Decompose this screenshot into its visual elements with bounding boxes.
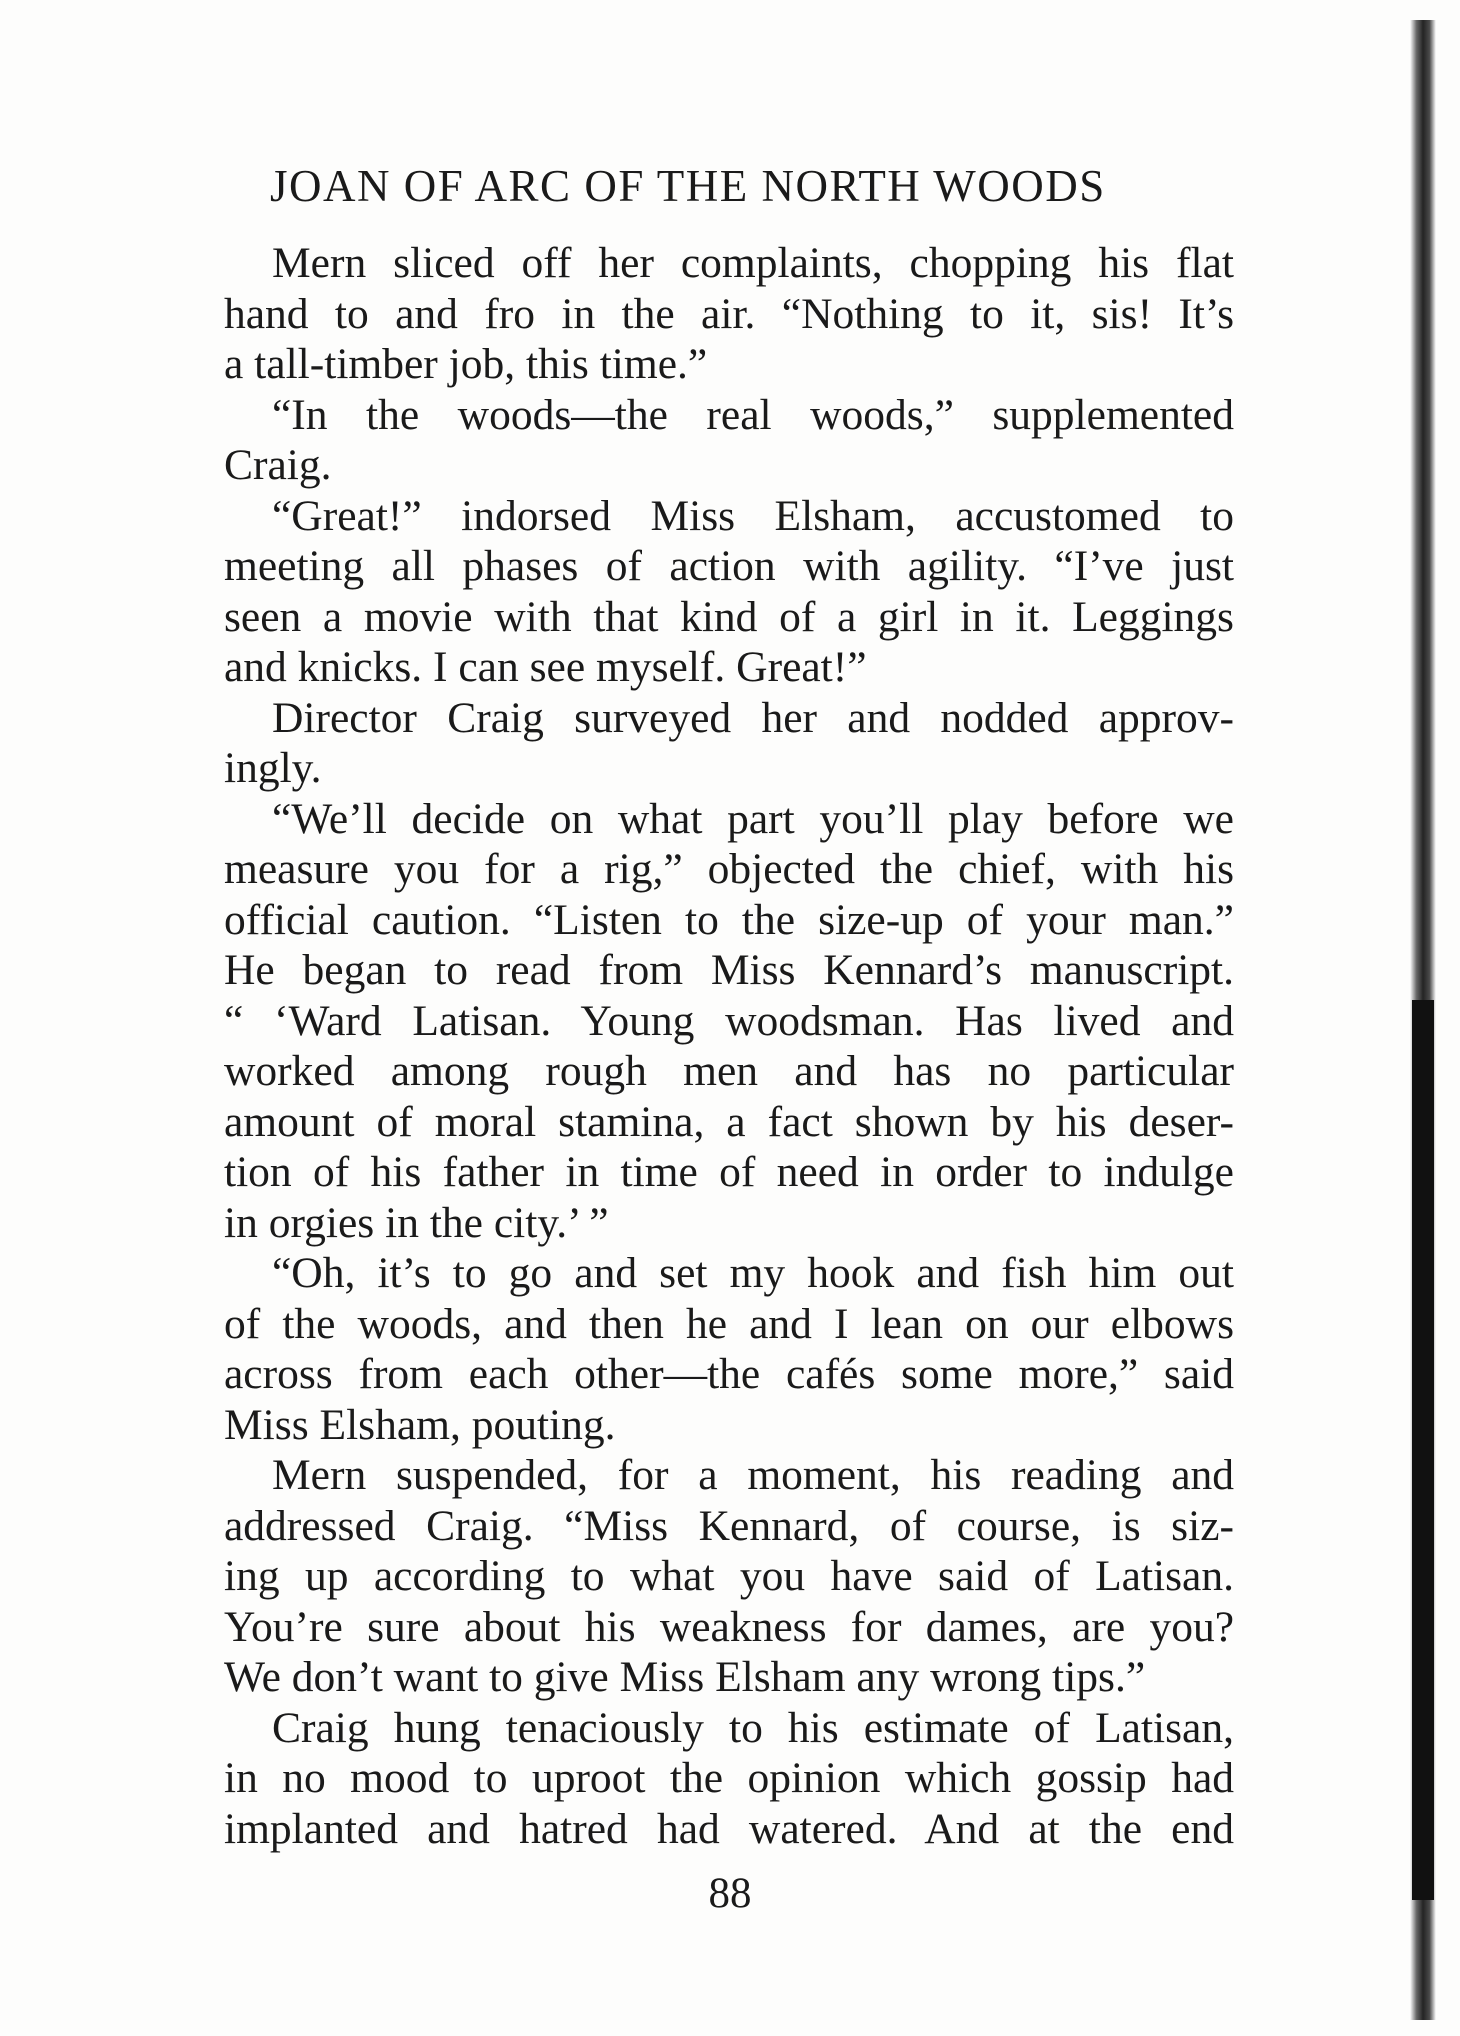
text-line: seen a movie with that kind of a girl in it. Leggings bbox=[224, 592, 1234, 641]
text-line: Miss Elsham, pouting. bbox=[224, 1400, 616, 1449]
text-line: hand to and fro in the air. “Nothing to it, sis! It’s bbox=[224, 289, 1234, 338]
text-line: official caution. “Listen to the size-up of your man.” bbox=[224, 895, 1234, 944]
text-line: Mern sliced off her complaints, chopping his flat bbox=[272, 239, 1234, 287]
text-line: Mern suspended, for a moment, his reading and bbox=[272, 1451, 1234, 1499]
text-line: ingly. bbox=[224, 744, 322, 792]
text-line: Craig hung tenaciously to his estimate of Latisan, bbox=[272, 1703, 1234, 1752]
body-text bbox=[224, 238, 1234, 1854]
text-line: implanted and hatred had watered. And at the end bbox=[224, 1804, 1234, 1853]
text-line: measure you for a rig,” objected the chief, with his bbox=[224, 845, 1234, 893]
text-line: in no mood to uproot the opinion which gossip had bbox=[224, 1754, 1234, 1802]
text-line: addressed Craig. “Miss Kennard, of course, is siz- bbox=[224, 1501, 1234, 1550]
text-line: Craig. bbox=[224, 441, 332, 489]
text-line: worked among rough men and has no particular bbox=[224, 1047, 1234, 1095]
text-line: ing up according to what you have said of Latisan. bbox=[224, 1552, 1234, 1600]
text-line: tion of his father in time of need in order to indulge bbox=[224, 1148, 1234, 1196]
text-line: meeting all phases of action with agility. “I’ve just bbox=[224, 542, 1234, 590]
text-line: in orgies in the city.’ ” bbox=[224, 1198, 609, 1247]
text-line: “Great!” indorsed Miss Elsham, accustomed to bbox=[272, 491, 1234, 540]
text-line: We don’t want to give Miss Elsham any wrong tips.” bbox=[224, 1653, 1146, 1701]
text-line: of the woods, and then he and I lean on our elbows bbox=[224, 1299, 1234, 1348]
text-line: and knicks. I can see myself. Great!” bbox=[224, 643, 867, 691]
text-line: He began to read from Miss Kennard’s manuscript. bbox=[224, 946, 1234, 994]
text-line: “ ‘Ward Latisan. Young woodsman. Has lived and bbox=[224, 996, 1234, 1045]
text-line: Director Craig surveyed her and nodded approv- bbox=[272, 693, 1234, 742]
text-line: “Oh, it’s to go and set my hook and fish him out bbox=[272, 1249, 1234, 1297]
text-line: “In the woods—the real woods,” supplemented bbox=[272, 390, 1234, 439]
running-head: JOAN OF ARC OF THE NORTH WOODS bbox=[270, 161, 1106, 211]
text-line: “We’ll decide on what part you’ll play before we bbox=[272, 794, 1234, 843]
text-line: You’re sure about his weakness for dames, are you? bbox=[224, 1602, 1234, 1651]
text-line: a tall-timber job, this time.” bbox=[224, 340, 708, 388]
scan-edge-shadow bbox=[1412, 1000, 1434, 1900]
text-line: across from each other—the cafés some more,” said bbox=[224, 1350, 1234, 1398]
text-line: amount of moral stamina, a fact shown by his deser- bbox=[224, 1097, 1234, 1146]
page-number: 88 bbox=[708, 1870, 752, 1917]
